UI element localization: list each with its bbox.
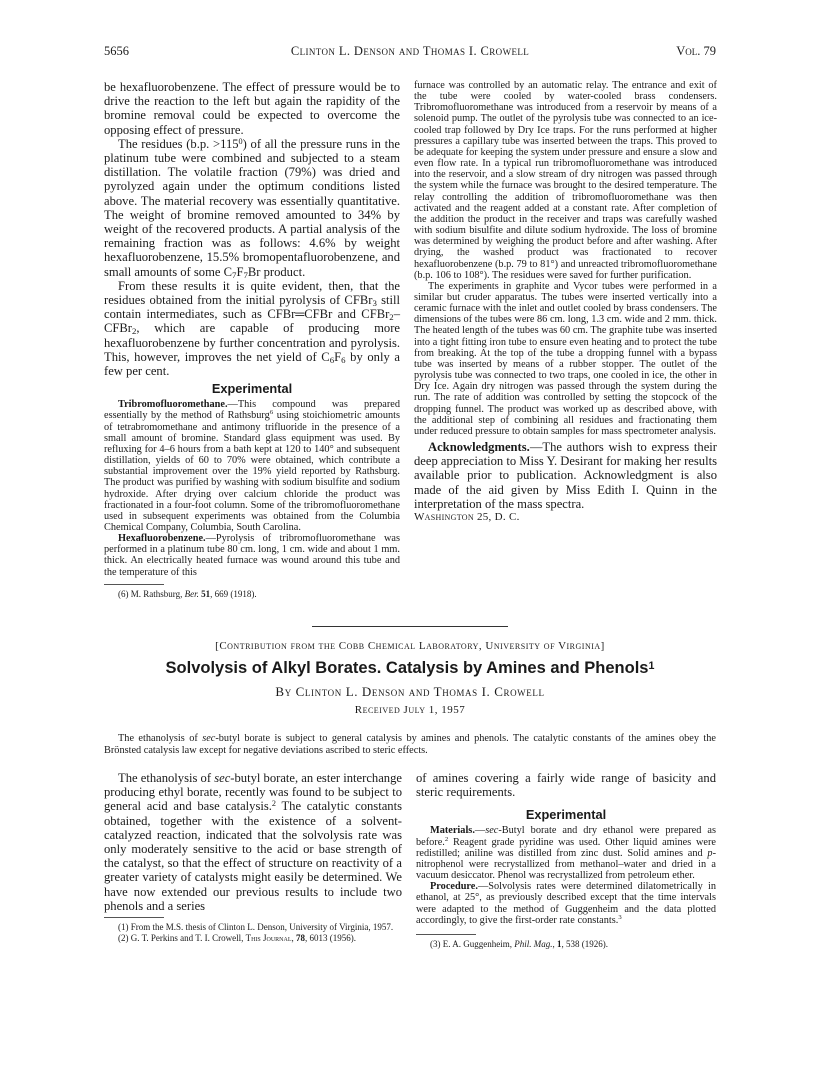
paragraph: be hexafluorobenzene. The effect of pressure would be to drive the reaction to the left but again the rapidity of the bromine removal could be expected to overcome the opposing effect of pressure. <box>104 80 400 137</box>
paragraph: Tribromofluoromethane.—This compound was prepared essentially by the method of Rathsburg$^6$ using stoichiometric amounts of tetrabromomethane and antimony trifluoride in the presence of a small amount of bromine. Standard glass equipment was used. By refluxing for 4–6 hours from a bath kept at 120 to 140° and subsequent distillation, yields of 60 to 70% were obtained, which contribute a substantial improvement over the 19% yield reported by Rathsburg. The product was purified by washing with sodium bisulfite and sodium hydroxide. After drying over calcium chloride the product was fractionated in a four-foot column. Some of the tribromofluoromethane used in subsequent experiments was obtained from the Columbia Chemical Company, Columbia, South Carolina. <box>104 399 400 533</box>
page-number: 5656 <box>104 44 129 58</box>
paragraph: Materials.—sec-Butyl borate and dry ethanol were prepared as before.$^2$ Reagent grade pyridine was used. Other liquid amines were redistilled; aniline was distilled from zinc dust. Solid amines and p-nitrophenol were recrystallized from methanol–water and dried in a vacuum desiccator. Phenol was recrystallized from petroleum ether. <box>416 825 716 882</box>
paragraph: Procedure.—Solvolysis rates were determined dilatometrically in ethanol, at 25°, as previously described except that the time intervals were adapted to the method of Guggenheim and the data plotted accordingly, to give the first-order rate constants.$^3$ <box>416 881 716 926</box>
previous-article-left-column <box>104 80 400 599</box>
footnote-divider <box>104 584 164 585</box>
running-head <box>104 44 716 62</box>
footnote: (3) E. A. Guggenheim, Phil. Mag., 1, 538 (1926). <box>430 938 608 949</box>
article-right-column <box>416 771 716 949</box>
address: Washington 25, D. C. <box>414 511 520 524</box>
received-date: Received July 1, 1957 <box>354 704 466 716</box>
section-heading: Experimental <box>211 381 293 397</box>
running-head-authors: Clinton L. Denson and Thomas I. Crowell <box>290 44 530 58</box>
section-heading: Experimental <box>525 807 607 823</box>
paragraph: Hexafluorobenzene.—Pyrolysis of tribromofluoromethane was performed in a platinum tube 80 cm. long, 1 cm. wide and about 1 mm. thick. An electrically heated furnace was wound around this tube and the temperature of this <box>104 533 400 578</box>
contribution-line: [Contribution from the Cobb Chemical Laboratory, University of Virginia] <box>215 640 605 652</box>
footnote: (1) From the M.S. thesis of Clinton L. Denson, University of Virginia, 1957. <box>118 922 394 933</box>
paragraph: The ethanolysis of sec-butyl borate, an ester interchange producing ethyl borate, recently was found to be subject to general acid and base catalysis.$^2$ The catalytic constants obtained, together with the existence of a solvent-catalyzed reaction, indicated that the solvolysis rate was only moderately sensitive to the acid or base strength of the catalyst, so that the effect of structure on reactivity of a greater variety of catalysts might easily be determined. We have now extended our previous results to include two phenols and a series <box>104 771 402 913</box>
paragraph: of amines covering a fairly wide range of basicity and steric requirements. <box>416 771 716 800</box>
volume-label: Vol. 79 <box>676 44 716 58</box>
footnote: (6) M. Rathsburg, Ber. 51, 669 (1918). <box>118 588 257 599</box>
paragraph: The experiments in graphite and Vycor tubes were performed in a similar but cruder apparatus. The tubes were inserted vertically into a ceramic furnace with the inlet and outlet cooled by brass condensers. The dimensions of the tubes were 86 cm. long, 1.3 cm. wide and 2 mm. thick. The heated length of the tubes was 60 cm. The graphite tube was inserted into a tight fitting iron tube to ensure even heating and to protect the tube from breaking. At the top of the tube a dropping funnel with a bypass tube was inserted by means of a rubber stopper. The outlet of the pyrolysis tube was connected to two traps, one cooled in ice, the other in Dry Ice. Again dry nitrogen was passed through the system during the run. The rate of addition was controlled by setting the stopcock of the dropping funnel. The product was worked up as described above, with the additional step of combining all residues and fractionating them under reduced pressure to obtain samples for mass spectrometer analysis. <box>414 280 717 437</box>
footnote-divider <box>416 934 476 935</box>
abstract: The ethanolysis of sec-butyl borate is subject to general catalysis by amines and phenols. The catalytic constants of the amines obey the Brönsted catalysis law except for negative deviations ascribed to steric effects. <box>104 733 717 756</box>
footnote: (2) G. T. Perkins and T. I. Crowell, This Journal, 78, 6013 (1956). <box>118 932 356 943</box>
paragraph: The residues (b.p. $>115^0$) of all the pressure runs in the platinum tube were combined and subjected to a steam distillation. The volatile fraction (79%) was dried and pyrolyzed again under the optimum conditions listed above. The material recovery was essentially quantitative. The weight of bromine removed amounted to 34% by weight of the recovered products. A partial analysis of the remaining fraction was as follows: 4.6% by weight hexafluorobenzene, 15.5% bromopentafluorobenzene, and small amounts of some $C_7F_7Br$ product. <box>104 136 400 280</box>
acknowledgments: Acknowledgments.—The authors wish to express their deep appreciation to Miss Y. Desirant for making her results available prior to publication. Acknowledgment is also made of the aid given by Miss Edith I. Quinn in the interpretation of the mass spectra. <box>414 440 717 511</box>
byline: By Clinton L. Denson and Thomas I. Crowell <box>275 684 545 699</box>
article-separator <box>312 626 508 627</box>
article-left-column <box>104 771 402 943</box>
previous-article-right-column <box>414 80 717 523</box>
paragraph: From these results it is quite evident, then, that the residues obtained from the initial pyrolysis of CFBr$_3$ still contain intermediates, such as CFBr═CFBr and CFBr$_2$–CFBr$_2$, which are capable of producing more hexafluorobenzene by further concentration and pyrolysis. This, however, improves the net yield of $C_6F_6$ by only a few per cent. <box>104 278 401 379</box>
paragraph: furnace was controlled by an automatic relay. The entrance and exit of the tube were cooled by water-cooled brass condensers. Tribromofluoromethane was introduced from a reservoir by means of a solenoid pump. The outlet of the pyrolysis tube was connected to an ice-cooled trap followed by Dry Ice traps. For the runs performed at higher pressures a capillary tube was inserted between the traps. This proved to be adequate for keeping the system under pressure and ensure a slow and even flow rate. In a typical run tribromofluoromethane was introduced into the reservoir, and a slow stream of dry nitrogen was passed through the system while the furnace was brought to the desired temperature. The relay controlling the addition of tribromofluoromethane was then activated and the reagent added at a constant rate. After completion of the addition the product in the receiver and traps was carefully washed with sodium bisulfite and dilute sodium hydroxide. The loss of bromine was determined by weighing the product before and after washing. After drying, the washed product was fractionated to recover hexafluorobenzene (b.p. 79 to 81°) and unreacted tribromofluoromethane (b.p. 106 to 108°). The residues were saved for further purification. <box>414 80 717 281</box>
article-title: Solvolysis of Alkyl Borates. Catalysis by Amines and Phenols$^1$ <box>165 659 655 677</box>
footnote-divider <box>104 917 164 918</box>
